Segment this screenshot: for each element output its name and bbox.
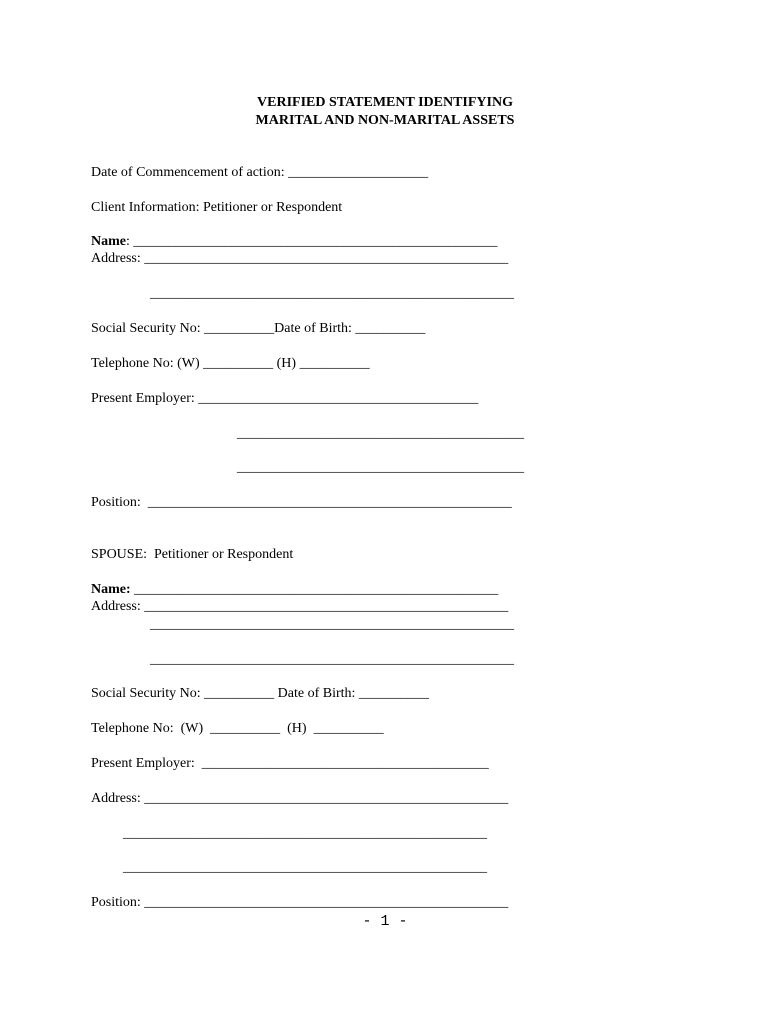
- client-employer-line2[interactable]: _________________________________________: [237, 426, 524, 441]
- client-name-blank[interactable]: : ____________________________________________________: [126, 234, 498, 249]
- spouse-ssn-dob-field[interactable]: Social Security No: __________ Date of Birth: __________: [91, 686, 429, 701]
- spouse-telephone-field[interactable]: Telephone No: (W) __________ (H) __________: [91, 721, 384, 736]
- client-employer-field[interactable]: Present Employer: ________________________________________: [91, 391, 479, 406]
- spouse-name-blank[interactable]: ____________________________________________________: [130, 582, 499, 597]
- spouse-position-field[interactable]: Position: ____________________________________________________: [91, 895, 509, 910]
- client-name-field[interactable]: [91, 234, 497, 250]
- page-number: - 1 -: [362, 913, 408, 930]
- client-position-field[interactable]: Position: ____________________________________________________: [91, 495, 512, 510]
- spouse-employer-field[interactable]: Present Employer: _________________________________________: [91, 756, 489, 771]
- client-address-field[interactable]: Address: ____________________________________________________: [91, 251, 509, 266]
- spouse-name-label: Name:: [91, 582, 131, 597]
- client-telephone-field[interactable]: Telephone No: (W) __________ (H) __________: [91, 356, 370, 371]
- spouse-address-line3[interactable]: ____________________________________________________: [150, 652, 514, 667]
- spouse-employer-address-line3[interactable]: ____________________________________________________: [123, 860, 487, 875]
- date-of-commencement-field[interactable]: Date of Commencement of action: ____________________: [91, 165, 429, 180]
- spouse-employer-address-field[interactable]: Address: ____________________________________________________: [91, 791, 509, 806]
- client-ssn-dob-field[interactable]: Social Security No: __________Date of Birth: __________: [91, 321, 426, 336]
- document-title-line2: MARITAL AND NON-MARITAL ASSETS: [255, 113, 515, 128]
- spouse-name-field[interactable]: [91, 582, 498, 598]
- spouse-header: SPOUSE: Petitioner or Respondent: [91, 547, 294, 562]
- spouse-address-line2[interactable]: ____________________________________________________: [150, 617, 514, 632]
- client-address-line2[interactable]: ____________________________________________________: [150, 286, 514, 301]
- client-name-label: Name: [91, 234, 126, 249]
- spouse-address-field[interactable]: Address: ____________________________________________________: [91, 599, 509, 614]
- client-employer-line3[interactable]: _________________________________________: [237, 460, 524, 475]
- document-title-line1: VERIFIED STATEMENT IDENTIFYING: [257, 95, 513, 110]
- spouse-employer-address-line2[interactable]: ____________________________________________________: [123, 826, 487, 841]
- client-information-header: Client Information: Petitioner or Respondent: [91, 200, 343, 215]
